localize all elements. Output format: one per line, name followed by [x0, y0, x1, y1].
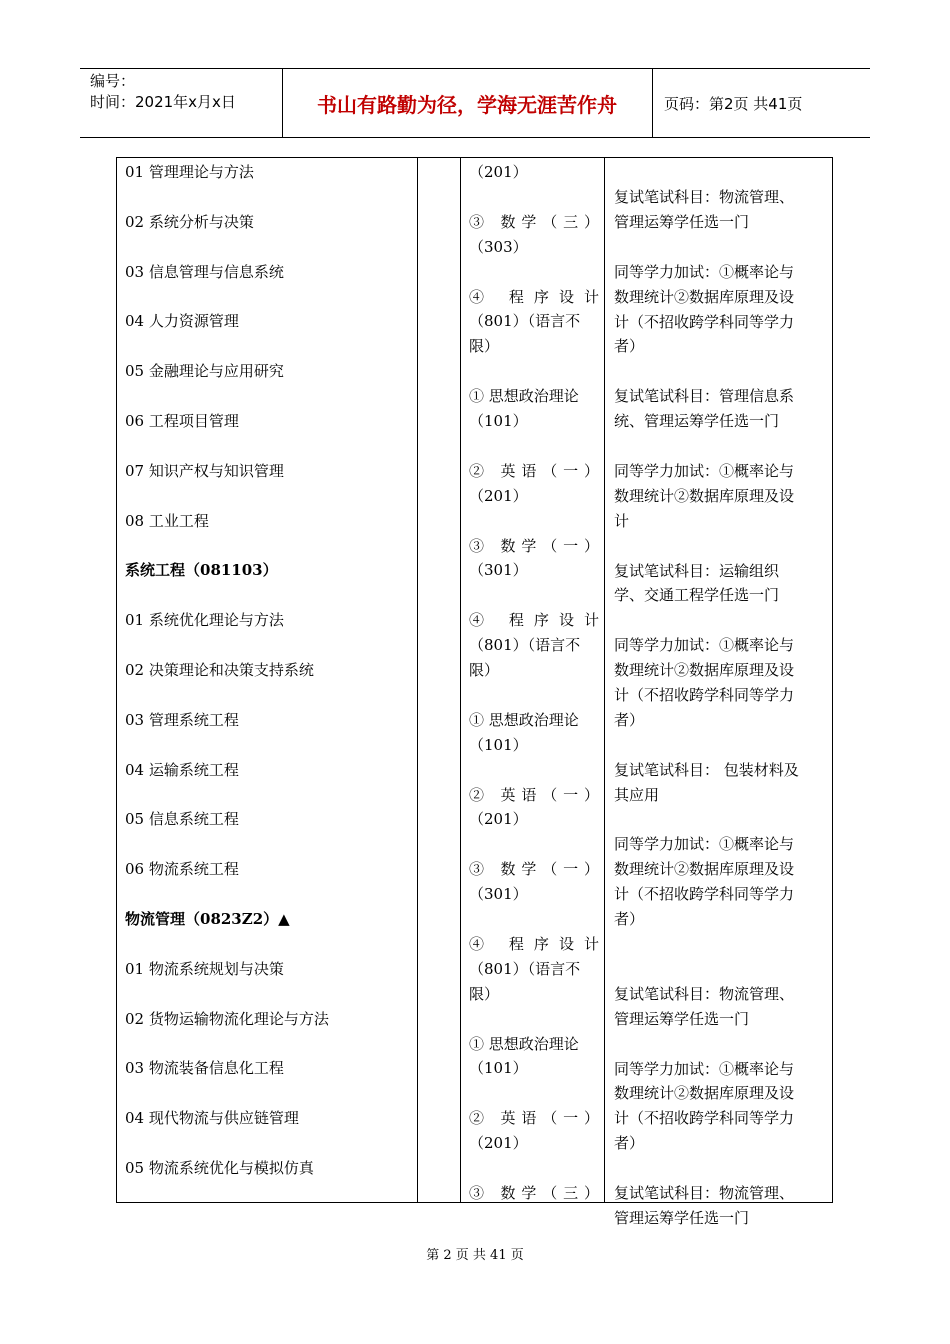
exam-subject-line: （301） — [469, 561, 528, 580]
remark-line: 复试笔试科目：物流管理、 — [614, 1184, 795, 1202]
header-meta — [90, 71, 236, 113]
exam-subject-line: 限） — [469, 337, 500, 356]
exam-subject-line: （101） — [469, 1059, 528, 1078]
remark-line: 其应用 — [614, 785, 660, 804]
research-direction: 05 金融理论与应用研究 — [125, 362, 284, 381]
research-direction: 02 货物运输物流化理论与方法 — [125, 1009, 329, 1028]
remark-line: 计（不招收跨学科同等学力 — [614, 1109, 795, 1128]
discipline-heading: 物流管理（0823Z2）▲ — [125, 910, 290, 928]
page-footer: 第 2 页 共 41 页 — [426, 1248, 524, 1263]
remark-line: 者） — [614, 710, 645, 729]
exam-subject-line: （301） — [469, 885, 528, 904]
exam-subject-line: 限） — [469, 984, 500, 1003]
exam-subject-line: ② 英语（一） — [469, 1109, 599, 1128]
exam-subject-line: （303） — [469, 237, 528, 256]
remark-line: 管理运筹学任选一门 — [614, 1009, 750, 1028]
research-direction: 02 系统分析与决策 — [125, 212, 254, 231]
code-label: 编号： — [90, 72, 136, 90]
research-direction: 04 运输系统工程 — [125, 760, 239, 779]
research-direction: 01 管理理论与方法 — [125, 163, 254, 181]
remark-line: 数理统计②数据库原理及设 — [614, 486, 795, 505]
page-info: 页码：第2页 共41页 — [664, 94, 803, 113]
column-divider — [417, 158, 418, 1202]
column-divider — [460, 158, 461, 1202]
research-direction: 07 知识产权与知识管理 — [125, 461, 284, 480]
remark-line: 者） — [614, 1134, 645, 1153]
research-direction: 02 决策理论和决策支持系统 — [125, 661, 314, 679]
research-direction: 04 现代物流与供应链管理 — [125, 1109, 299, 1128]
remark-line: 计（不招收跨学科同等学力 — [614, 312, 795, 331]
research-direction: 01 物流系统规划与决策 — [125, 959, 284, 978]
exam-subject-line: ③ 数学（三） — [469, 1183, 599, 1202]
header-motto: 书山有路勤为径，学海无涯苦作舟 — [317, 92, 617, 117]
remark-line: 计（不招收跨学科同等学力 — [614, 686, 795, 704]
remark-line: 同等学力加试：①概率论与 — [614, 835, 795, 854]
exam-subject-line: ② 英语（一） — [469, 785, 599, 804]
remark-line: 管理运筹学任选一门 — [614, 212, 750, 231]
exam-subject-line: ③ 数学（一） — [469, 536, 599, 555]
remark-line: 学、交通工程学任选一门 — [614, 586, 780, 605]
research-direction: 04 人力资源管理 — [125, 312, 239, 331]
exam-subject-line: ① 思想政治理论 — [469, 710, 579, 729]
exam-subject-line: （801）（语言不 — [469, 636, 581, 655]
research-direction: 06 工程项目管理 — [125, 412, 239, 430]
remark-line: 同等学力加试：①概率论与 — [614, 262, 795, 281]
remark-line: 复试笔试科目：运输组织 — [614, 561, 780, 580]
remark-line: 计（不招收跨学科同等学力 — [614, 885, 795, 904]
exam-subject-line: （801）（语言不 — [469, 959, 581, 978]
research-direction: 03 信息管理与信息系统 — [125, 262, 284, 281]
remark-line: 数理统计②数据库原理及设 — [614, 860, 795, 879]
exam-subject-line: ① 思想政治理论 — [469, 1034, 579, 1053]
remark-line: 复试笔试科目：管理信息系 — [614, 387, 795, 406]
time-label: 时间：2021年x月x日 — [90, 93, 236, 111]
exam-subject-line: ③ 数学（一） — [469, 860, 599, 879]
remark-line: 数理统计②数据库原理及设 — [614, 1084, 795, 1103]
remark-line: 计 — [614, 511, 630, 530]
research-direction: 06 物流系统工程 — [125, 860, 239, 879]
research-direction: 08 工业工程 — [125, 511, 209, 530]
research-direction: 03 物流装备信息化工程 — [125, 1059, 284, 1078]
exam-subject-line: ② 英语（一） — [469, 461, 599, 480]
program-table — [116, 157, 833, 1227]
exam-subject-line: 限） — [469, 661, 500, 679]
exam-subject-line: ③ 数学（三） — [469, 212, 599, 231]
exam-subject-line: （801）（语言不 — [469, 312, 581, 331]
exam-subject-line: （201） — [469, 1134, 528, 1153]
remark-line: 管理运筹学任选一门 — [614, 1208, 750, 1227]
remark-line: 数理统计②数据库原理及设 — [614, 287, 795, 306]
research-direction: 05 物流系统优化与模拟仿真 — [125, 1159, 314, 1177]
exam-subject-line: ① 思想政治理论 — [469, 387, 579, 406]
remark-line: 同等学力加试：①概率论与 — [614, 461, 795, 480]
remark-line: 者） — [614, 337, 645, 356]
exam-subject-line: （101） — [469, 735, 528, 754]
research-direction: 03 管理系统工程 — [125, 710, 239, 729]
remark-line: 同等学力加试：①概率论与 — [614, 1059, 795, 1078]
remark-line: 同等学力加试：①概率论与 — [614, 636, 795, 655]
remark-line: 复试笔试科目：物流管理、 — [614, 984, 795, 1003]
research-direction: 05 信息系统工程 — [125, 810, 239, 829]
exam-subject-line: （201） — [469, 163, 528, 181]
exam-subject-line: （101） — [469, 412, 528, 430]
column-divider — [604, 158, 605, 1202]
exam-subject-line: （201） — [469, 810, 528, 829]
remark-line: 复试笔试科目： 包装材料及 — [614, 760, 799, 779]
discipline-heading: 系统工程（081103） — [125, 561, 278, 580]
page-header — [80, 68, 870, 138]
exam-subject-line: ④ 程序设计 — [469, 934, 599, 953]
remark-line: 数理统计②数据库原理及设 — [614, 661, 795, 680]
header-divider — [652, 69, 653, 137]
exam-subject-line: ④ 程序设计 — [469, 287, 599, 306]
remark-line: 复试笔试科目：物流管理、 — [614, 188, 795, 206]
remark-line: 统、管理运筹学任选一门 — [614, 412, 780, 431]
exam-subject-line: （201） — [469, 486, 528, 505]
remark-line: 者） — [614, 910, 645, 929]
exam-subject-line: ④ 程序设计 — [469, 611, 599, 630]
research-direction: 01 系统优化理论与方法 — [125, 611, 284, 630]
